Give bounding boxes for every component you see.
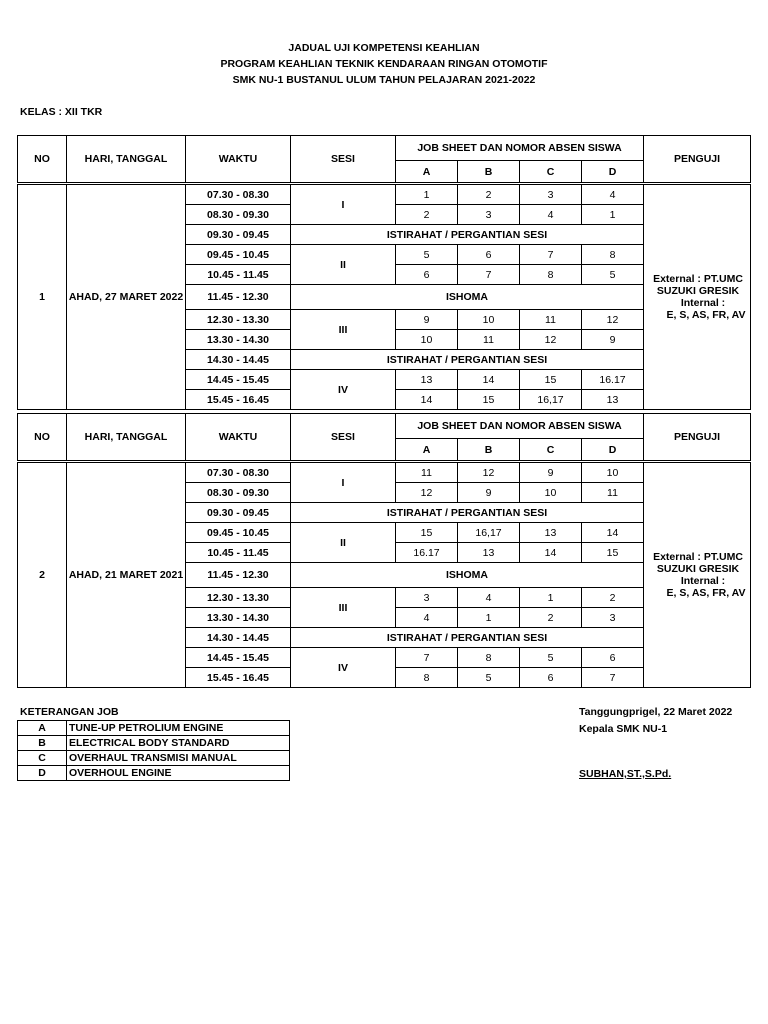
absen-cell: 4	[520, 205, 582, 225]
absen-cell: 16.17	[396, 543, 458, 563]
absen-cell: 1	[582, 205, 644, 225]
absen-cell: 9	[582, 330, 644, 350]
absen-cell: 8	[520, 265, 582, 285]
absen-cell: 9	[520, 462, 582, 483]
absen-cell: 2	[520, 608, 582, 628]
examiner-line: External : PT.UMC	[653, 273, 743, 285]
time-cell: 08.30 - 09.30	[186, 205, 291, 225]
absen-cell: 10	[458, 310, 520, 330]
examiner-line: Internal :	[680, 297, 726, 309]
col-b-header: B	[458, 439, 520, 462]
absen-cell: 10	[582, 462, 644, 483]
time-cell: 09.30 - 09.45	[186, 225, 291, 245]
legend-code: C	[18, 751, 67, 766]
absen-cell: 13	[458, 543, 520, 563]
absen-cell: 14	[582, 523, 644, 543]
col-b-header: B	[458, 161, 520, 184]
absen-cell: 6	[458, 245, 520, 265]
absen-cell: 2	[458, 184, 520, 205]
time-cell: 14.45 - 15.45	[186, 648, 291, 668]
col-waktu-header: WAKTU	[186, 136, 291, 184]
absen-cell: 10	[396, 330, 458, 350]
time-cell: 09.30 - 09.45	[186, 503, 291, 523]
legend-row	[18, 766, 290, 781]
examiner-line: E, S, AS, FR, AV	[666, 587, 746, 599]
col-waktu-header: WAKTU	[186, 414, 291, 462]
absen-cell: 7	[520, 245, 582, 265]
legend-desc: ELECTRICAL BODY STANDARD	[67, 736, 290, 751]
col-no-header: NO	[18, 414, 67, 462]
time-cell: 09.45 - 10.45	[186, 523, 291, 543]
col-sesi-header: SESI	[291, 136, 396, 184]
absen-cell: 13	[582, 390, 644, 410]
session-cell: I	[291, 184, 396, 225]
legend-desc: OVERHAUL TRANSMISI MANUAL	[67, 751, 290, 766]
examiner-cell	[644, 462, 751, 688]
absen-cell: 7	[396, 648, 458, 668]
time-cell: 07.30 - 08.30	[186, 184, 291, 205]
absen-cell: 11	[458, 330, 520, 350]
absen-cell: 2	[582, 588, 644, 608]
header-row	[18, 136, 751, 161]
absen-cell: 12	[458, 462, 520, 483]
absen-cell: 7	[458, 265, 520, 285]
absen-cell: 3	[458, 205, 520, 225]
absen-cell: 3	[396, 588, 458, 608]
legend-code: D	[18, 766, 67, 781]
time-cell: 11.45 - 12.30	[186, 563, 291, 588]
examiner-line: E, S, AS, FR, AV	[666, 309, 746, 321]
col-sesi-header: SESI	[291, 414, 396, 462]
absen-cell: 7	[582, 668, 644, 688]
absen-cell: 12	[396, 483, 458, 503]
time-cell: 13.30 - 14.30	[186, 330, 291, 350]
absen-cell: 4	[582, 184, 644, 205]
session-cell: IV	[291, 648, 396, 688]
col-no-header: NO	[18, 136, 67, 184]
time-cell: 14.45 - 15.45	[186, 370, 291, 390]
absen-cell: 10	[520, 483, 582, 503]
signature-place-date: Tanggungprigel, 22 Maret 2022	[579, 706, 733, 718]
break-cell: ISTIRAHAT / PERGANTIAN SESI	[291, 503, 644, 523]
col-hari-header: HARI, TANGGAL	[67, 136, 186, 184]
time-cell: 10.45 - 11.45	[186, 543, 291, 563]
title-line-3: SMK NU-1 BUSTANUL ULUM TAHUN PELAJARAN 2021-2022	[232, 74, 536, 86]
absen-cell: 1	[458, 608, 520, 628]
absen-cell: 6	[520, 668, 582, 688]
examiner-line: Internal :	[680, 575, 726, 587]
absen-cell: 14	[520, 543, 582, 563]
legend-desc: TUNE-UP PETROLIUM ENGINE	[67, 721, 290, 736]
absen-cell: 8	[582, 245, 644, 265]
absen-cell: 5	[520, 648, 582, 668]
absen-cell: 15	[520, 370, 582, 390]
time-cell: 13.30 - 14.30	[186, 608, 291, 628]
col-penguji-header: PENGUJI	[644, 136, 751, 184]
col-penguji-header: PENGUJI	[644, 414, 751, 462]
session-cell: I	[291, 462, 396, 503]
job-legend-table	[17, 720, 290, 781]
absen-cell: 16.17	[582, 370, 644, 390]
col-c-header: C	[520, 161, 582, 184]
table-row	[18, 184, 751, 205]
examiner-line: SUZUKI GRESIK	[656, 563, 740, 575]
absen-cell: 16,17	[520, 390, 582, 410]
time-cell: 08.30 - 09.30	[186, 483, 291, 503]
row-no: 1	[18, 184, 67, 410]
absen-cell: 11	[582, 483, 644, 503]
absen-cell: 6	[396, 265, 458, 285]
absen-cell: 4	[396, 608, 458, 628]
col-job-header: JOB SHEET DAN NOMOR ABSEN SISWA	[396, 136, 644, 161]
absen-cell: 1	[520, 588, 582, 608]
absen-cell: 8	[396, 668, 458, 688]
col-d-header: D	[582, 161, 644, 184]
session-cell: II	[291, 245, 396, 285]
session-cell: III	[291, 588, 396, 628]
schedule-table-1	[17, 135, 751, 410]
table-row	[18, 462, 751, 483]
absen-cell: 3	[520, 184, 582, 205]
absen-cell: 12	[582, 310, 644, 330]
break-cell: ISHOMA	[291, 563, 644, 588]
time-cell: 14.30 - 14.45	[186, 628, 291, 648]
schedule-table-2	[17, 413, 751, 688]
signature-name: SUBHAN,ST.,S.Pd.	[579, 768, 672, 780]
time-cell: 12.30 - 13.30	[186, 588, 291, 608]
title-line-1: JADUAL UJI KOMPETENSI KEAHLIAN	[288, 42, 480, 54]
absen-cell: 11	[520, 310, 582, 330]
absen-cell: 1	[396, 184, 458, 205]
absen-cell: 14	[396, 390, 458, 410]
time-cell: 10.45 - 11.45	[186, 265, 291, 285]
session-cell: III	[291, 310, 396, 350]
time-cell: 15.45 - 16.45	[186, 390, 291, 410]
col-a-header: A	[396, 439, 458, 462]
time-cell: 14.30 - 14.45	[186, 350, 291, 370]
absen-cell: 14	[458, 370, 520, 390]
break-cell: ISTIRAHAT / PERGANTIAN SESI	[291, 350, 644, 370]
legend-row	[18, 721, 290, 736]
absen-cell: 13	[396, 370, 458, 390]
absen-cell: 15	[582, 543, 644, 563]
col-job-header: JOB SHEET DAN NOMOR ABSEN SISWA	[396, 414, 644, 439]
row-date: AHAD, 21 MARET 2021	[67, 462, 186, 688]
col-a-header: A	[396, 161, 458, 184]
absen-cell: 15	[458, 390, 520, 410]
row-no: 2	[18, 462, 67, 688]
absen-cell: 9	[396, 310, 458, 330]
signature-position: Kepala SMK NU-1	[579, 723, 668, 735]
col-c-header: C	[520, 439, 582, 462]
absen-cell: 15	[396, 523, 458, 543]
legend-code: A	[18, 721, 67, 736]
header-row	[18, 414, 751, 439]
time-cell: 12.30 - 13.30	[186, 310, 291, 330]
break-cell: ISTIRAHAT / PERGANTIAN SESI	[291, 628, 644, 648]
absen-cell: 12	[520, 330, 582, 350]
examiner-line: SUZUKI GRESIK	[656, 285, 740, 297]
absen-cell: 9	[458, 483, 520, 503]
absen-cell: 4	[458, 588, 520, 608]
absen-cell: 5	[396, 245, 458, 265]
absen-cell: 5	[458, 668, 520, 688]
time-cell: 09.45 - 10.45	[186, 245, 291, 265]
col-hari-header: HARI, TANGGAL	[67, 414, 186, 462]
legend-desc: OVERHOUL ENGINE	[67, 766, 290, 781]
session-cell: II	[291, 523, 396, 563]
examiner-line: External : PT.UMC	[653, 551, 743, 563]
absen-cell: 16,17	[458, 523, 520, 543]
break-cell: ISHOMA	[291, 285, 644, 310]
row-date: AHAD, 27 MARET 2022	[67, 184, 186, 410]
time-cell: 15.45 - 16.45	[186, 668, 291, 688]
legend-row	[18, 736, 290, 751]
job-legend-title: KETERANGAN JOB	[20, 706, 119, 718]
absen-cell: 5	[582, 265, 644, 285]
absen-cell: 6	[582, 648, 644, 668]
absen-cell: 2	[396, 205, 458, 225]
title-line-2: PROGRAM KEAHLIAN TEKNIK KENDARAAN RINGAN OTOMOTIF	[220, 58, 548, 70]
break-cell: ISTIRAHAT / PERGANTIAN SESI	[291, 225, 644, 245]
absen-cell: 13	[520, 523, 582, 543]
col-d-header: D	[582, 439, 644, 462]
legend-code: B	[18, 736, 67, 751]
absen-cell: 8	[458, 648, 520, 668]
absen-cell: 3	[582, 608, 644, 628]
time-cell: 11.45 - 12.30	[186, 285, 291, 310]
class-label: KELAS : XII TKR	[20, 106, 103, 118]
session-cell: IV	[291, 370, 396, 410]
time-cell: 07.30 - 08.30	[186, 462, 291, 483]
legend-row	[18, 751, 290, 766]
examiner-cell	[644, 184, 751, 410]
absen-cell: 11	[396, 462, 458, 483]
